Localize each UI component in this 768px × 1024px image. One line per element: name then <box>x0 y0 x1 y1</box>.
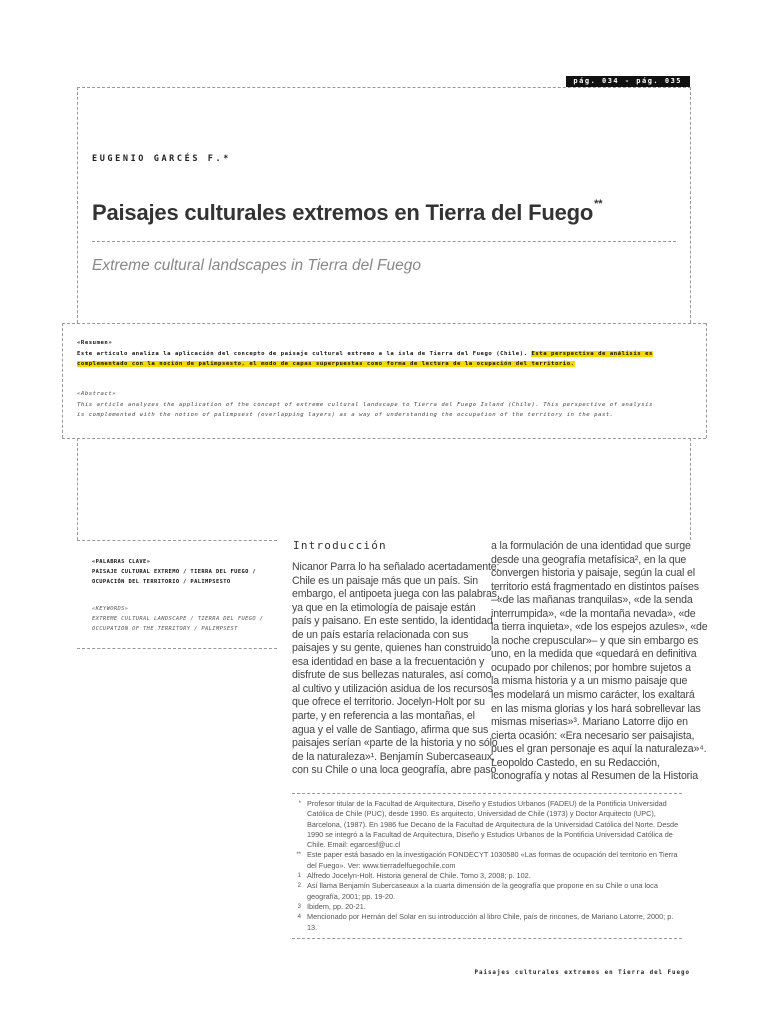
body-line: paisajes serían «parte de la historia y no sólo <box>292 737 498 750</box>
body-line: ocupado por chilenos; por hombre sujetos a <box>491 661 691 674</box>
body-line: de la naturaleza»¹. Benjamín Subercaseaux, <box>292 750 495 763</box>
body-line: ya que en la etimología de paisaje están <box>292 601 476 614</box>
body-line: paisajes y su gente, quienes han construido <box>292 642 492 655</box>
resumen-line: complementado con la noción de palimpsesto, el modo de capas superpuestas como forma de lectura de la ocupación del territorio. <box>77 361 575 367</box>
footnote <box>292 881 682 902</box>
abstract <box>77 389 691 421</box>
resumen-label: «Resumen» <box>77 340 113 346</box>
divider <box>77 648 277 649</box>
keyword-line: PAISAJE CULTURAL EXTREMO / TIERRA DEL FUEGO / <box>92 568 257 575</box>
body-line: esa identidad en base a la frecuentación y <box>292 655 485 668</box>
keyword-line: OCUPACIÓN DEL TERRITORIO / PALIMPSESTO <box>92 578 231 585</box>
footnote-mark: ** <box>296 852 301 859</box>
body-line: país y paisano. En este sentido, la identidad <box>292 615 493 628</box>
body-line: cierta ocasión: «Era necesario ser paisajista, <box>491 729 695 742</box>
footnotes <box>292 799 682 933</box>
running-footer: Paisajes culturales extremos en Tierra del Fuego <box>474 970 690 976</box>
footnote <box>292 902 682 912</box>
body-line: al cultivo y utilización asidua de los recursos <box>292 682 493 695</box>
body-column-1 <box>292 561 500 778</box>
divider <box>690 87 691 323</box>
keyword-line: OCCUPATION OF THE TERRITORY / PALIMPSEST <box>92 625 238 632</box>
body-line: mismas miserias»³. Mariano Latorre dijo en <box>491 716 688 729</box>
divider <box>690 438 691 540</box>
abstract-line: This article analyzes the application of the concept of extreme cultural landscape to Tierra del Fuego Island (Chile). This perspective of analysis <box>77 401 653 408</box>
divider <box>706 323 707 438</box>
body-line: la tierra inquieta», «de los espejos azules», «de <box>491 621 708 634</box>
keywords-es <box>92 558 282 587</box>
resumen-line: Este artículo analiza la aplicación del concepto de paisaje cultural extremo a la isla de Tierra del Fuego (Chile). Esta perspectiva de análisis es <box>77 350 653 357</box>
divider <box>77 87 691 88</box>
body-line: uno, en la medida que «quedará en definitiva <box>491 648 697 661</box>
footnote-text: Mencionado por Hernán del Solar en su introducción al libro Chile, país de rincones, de Mariano Latorre, 2000; p. 13. <box>307 912 674 932</box>
divider <box>77 87 78 323</box>
body-line: agua y el valle de Santiago, afirma que sus <box>292 723 489 736</box>
footnote <box>292 912 682 933</box>
body-line: Leopoldo Castedo, en su Redacción, <box>491 756 660 769</box>
footnote-text: Así llama Benjamín Subercaseaux a la cuarta dimensión de la geografía que propone en su Chile o una loca geografía, 2001; pp. 19-20. <box>307 881 658 901</box>
body-line: territorio está fragmentado en distintos países <box>491 580 699 593</box>
body-line: la misma historia y a un mismo paisaje que <box>491 675 688 688</box>
divider <box>62 323 706 324</box>
resumen-highlight: Esta perspectiva de análisis es <box>531 350 653 357</box>
footnote-text: Alfredo Jocelyn-Holt. Historia general de Chile. Tomo 3, 2008; p. 102. <box>307 871 531 881</box>
footnote <box>292 850 682 871</box>
body-line: desde una geografía metafísica², en la que <box>491 553 687 566</box>
body-line: –«de las mañanas tranquilas», «de la senda <box>491 594 693 607</box>
divider <box>62 323 63 438</box>
footnote-mark: 3 <box>297 903 301 910</box>
footnote <box>292 871 682 881</box>
abstract-label: «Abstract» <box>77 391 117 397</box>
footnote-text: Ibidem, pp. 20-21. <box>307 901 366 911</box>
keywords-en <box>92 605 282 634</box>
body-line: disfrute de sus bellezas naturales, así como <box>292 669 492 682</box>
page-range: pág. 034 - pág. 035 <box>566 76 690 87</box>
body-line: Nicanor Parra lo ha señalado acertadamente: <box>292 561 500 573</box>
subtitle: Extreme cultural landscapes in Tierra del Fuego <box>92 257 421 274</box>
footnote-text: Este paper está basado en la investigación FONDECYT 1030580 «Las formas de ocupación del territorio en Tierra del Fuego». Ver: www.tierradelfuegochile.com <box>307 850 678 870</box>
body-line: Chile es un paisaje más que un país. Sin <box>292 574 478 587</box>
body-line: parte, y en referencia a las montañas, el <box>292 710 475 723</box>
footnote-text: Profesor titular de la Facultad de Arquitectura, Diseño y Estudios Urbanos (FADEU) de la Pontificia Universidad Católica de Chile (PUC), desde 1990. Es arquitecto, Universidad de Chile (1973) y Doctor Arquitecto (UPC), Barcelona, (1987). En 1986 fue Decano de la Facultad de Arquitectura de la Universidad Católica del Norte. Desde 1990 se integró a la Facultad de Arquitectura, Diseño y Estudios Urbanos de la Pontificia Universidad Católica de Chile. Email: egarcesf@uc.cl <box>307 799 679 850</box>
body-line: convergen historia y paisaje, según la cual el <box>491 567 695 580</box>
body-line: embargo, el antipoeta juega con las palabras, <box>292 588 500 601</box>
divider <box>292 938 682 939</box>
body-column-2 <box>491 540 708 784</box>
keyword-line: EXTREME CULTURAL LANDSCAPE / TIERRA DEL FUEGO / <box>92 615 264 622</box>
keywords-label: «KEYWORDS» <box>92 606 129 612</box>
resumen <box>77 338 691 370</box>
divider <box>62 438 706 439</box>
body-line: interrumpida», «de la montaña nevada», «de <box>491 607 696 620</box>
abstract-line: is complemented with the notion of palimpsest (overlapping layers) as a way of understanding the occupation of the territory in the past. <box>77 412 614 418</box>
body-line: les modelará un mismo carácter, los exaltará <box>491 689 695 702</box>
author: EUGENIO GARCÉS F.* <box>92 154 231 164</box>
body-line: pues el gran personaje es aquí la naturaleza»⁴. <box>491 743 707 756</box>
divider <box>77 540 277 541</box>
section-heading: Introducción <box>293 539 387 552</box>
footnote <box>292 799 682 850</box>
footnote-mark: 1 <box>297 873 301 880</box>
footnote-mark: 2 <box>297 883 301 890</box>
divider <box>77 438 78 540</box>
keywords-label: «PALABRAS CLAVE» <box>92 559 151 565</box>
body-line: en las misma glorias y los hará sobrellevar las <box>491 702 701 715</box>
page-title: Paisajes culturales extremos en Tierra del Fuego** <box>92 198 603 225</box>
footnote-mark: * <box>298 801 301 807</box>
divider <box>92 241 676 242</box>
body-line: la noche crepuscular»– y que sin embargo es <box>491 634 699 647</box>
body-line: de un país estaría relacionada con sus <box>292 628 469 641</box>
body-line: a la formulación de una identidad que surge <box>491 540 691 552</box>
body-line: que ofrece el territorio. Jocelyn-Holt por su <box>292 696 485 709</box>
body-line: con su Chile o una loca geografía, abre paso <box>292 764 497 777</box>
footnote-mark: 4 <box>297 914 301 921</box>
body-line: iconografía y notas al Resumen de la Historia <box>491 770 699 783</box>
divider <box>292 793 682 794</box>
